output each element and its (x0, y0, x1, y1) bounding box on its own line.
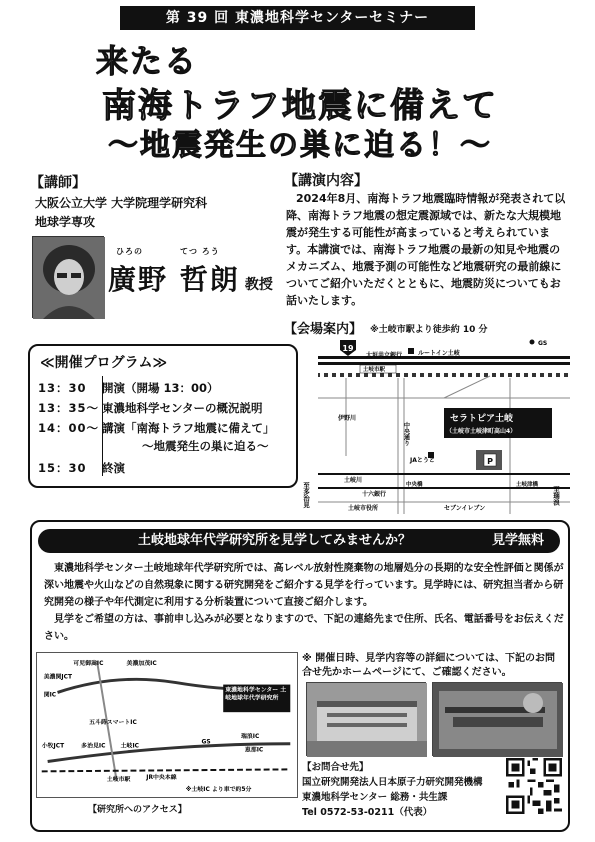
tour-banner (38, 529, 560, 553)
map-venue-name: セラトピア土岐 (450, 414, 514, 424)
program-desc: 終演 (102, 461, 125, 475)
contact-tel: Tel 0572-53-0211（代表） (302, 807, 433, 818)
lecturer-affiliation (35, 194, 275, 232)
lab-photo-interior (432, 682, 562, 756)
parking-icon: P (487, 457, 493, 466)
lecturer-name-block (108, 247, 288, 298)
program-time: 15：30 (38, 461, 87, 475)
access-ic3: 関IC (43, 692, 57, 699)
tour-notice: ※ 開催日時、見学内容等の詳細については、下記のお問合せ先かホームページにて、ご確認ください。 (302, 653, 556, 678)
access-ic7: 恵那IC (244, 747, 264, 754)
gs-icon (530, 340, 535, 345)
map-gs: GS (538, 340, 548, 347)
map-to-mizunami: 至瑞浪 (552, 486, 560, 506)
access-smart-ic: 五斗蒔スマートIC (89, 720, 137, 727)
venue-note: ※土岐市駅より徒歩約 10 分 (370, 325, 488, 335)
tour-title: 土岐地球年代学研究所を見学してみませんか？ (138, 533, 412, 548)
ruby-given: ひろの (116, 247, 143, 256)
map-rail-station: 土岐市駅 (363, 367, 386, 373)
access-map (36, 652, 298, 798)
access-jr: JR中央本線 (146, 775, 177, 782)
tour-text (44, 560, 564, 645)
program-time: 13：30 (38, 381, 87, 395)
access-caption: 【研究所へのアクセス】 (88, 805, 187, 815)
hotel-icon (408, 348, 414, 354)
program-row (38, 400, 298, 416)
qr-code[interactable] (506, 758, 562, 814)
access-ic6: 瑞浪IC (240, 733, 260, 740)
tour-free-label: 見学無料 (491, 533, 544, 548)
map-venue-addr: （土岐市土岐津町高山4） (446, 428, 517, 435)
map-ja: JAとうと (410, 457, 435, 464)
access-gs: GS (201, 739, 211, 746)
contact-org: 国立研究開発法人日本原子力研究開発機構 (302, 777, 483, 788)
access-ic4: 多治見IC (81, 743, 106, 750)
map-bank2: 十六銀行 (362, 491, 387, 498)
access-note: ※土岐IC より車で約5分 (185, 787, 252, 794)
program-desc: ～地震発生の巣に迫る～ (142, 439, 269, 453)
map-city-hall: 土岐市役所 (348, 505, 379, 512)
access-station: 土岐市駅 (106, 777, 131, 784)
contact-heading: 【お問合せ先】 (302, 762, 369, 773)
tour-para-1: 東濃地科学センター土岐地球年代学研究所では、高レベル放射性廃棄物の地層処分の長期的な安全性評価と関係が深い地震や火山などの自然現象に関する研究開発をご紹介する見学を行っています。見学時には、研究担当者から研究開発の様子や年代測定に利用する分析装置について直接ご紹介します。 (44, 563, 564, 608)
map-seven: セブンイレブン (444, 505, 486, 512)
venue-heading: 【会場案内】 (284, 322, 363, 337)
map-bridge2: 土岐津橋 (516, 482, 539, 488)
access-center-label: 東濃地科学センター 土岐地球年代学研究所 (225, 686, 287, 702)
lecturer-photo (32, 236, 104, 318)
map-street-ibuki: 伊野川 (338, 415, 357, 422)
program-row (38, 460, 298, 476)
map-to-tajimi: 至多治見 (302, 482, 310, 508)
map-bridge1: 中央橋 (406, 482, 423, 488)
content-heading: 【講演内容】 (284, 173, 368, 189)
access-ic5: 土岐IC (120, 743, 140, 750)
program-time: 13：35～ (38, 401, 100, 415)
content-text: 2024年8月、南海トラフ地震臨時情報が発表されて以降、南海トラフ地震の想定震源域では、新たな大規模地震が発生する可能性が高まっていると考えられています。本講演では、南海トラフ地震の最新の知見や地震のメカニズム、地震予測の可能性など地震研究の最前線についてご紹介いただくとともに、地震防災についてもお話いたします。 (286, 192, 566, 307)
program-desc: 開演（開場 13：00） (102, 381, 219, 395)
lecturer-heading: 【講師】 (30, 175, 86, 191)
contact-block (302, 760, 498, 820)
access-ic1: 可児御嵩IC (73, 660, 104, 667)
program-time (38, 438, 102, 454)
map-street-chuo: 中央通り (402, 422, 410, 446)
affiliation-line-2: 地球学専攻 (35, 215, 96, 229)
map-river: 土岐川 (344, 477, 363, 484)
access-ic2: 美濃加茂IC (126, 660, 157, 667)
ruby-family: てつ ろう (180, 247, 220, 256)
program-row (38, 380, 298, 396)
route-number: 19 (342, 344, 354, 353)
title-line-3: ～地震発生の巣に迫る！～ (108, 128, 492, 163)
lab-photo-exterior (306, 682, 426, 756)
title-line-2: 南海トラフ地震に備えて (102, 86, 498, 126)
access-komaki: 小牧JCT (41, 743, 65, 750)
seminar-banner: 第 39 回 東濃地科学センターセミナー (120, 6, 475, 30)
access-jct1: 美濃関JCT (43, 674, 72, 681)
program-time: 14：00～ (38, 421, 100, 435)
program-row (38, 420, 298, 436)
program-desc: 講演「南海トラフ地震に備えて」 (102, 421, 275, 435)
map-hotel: ルートイン土岐 (418, 350, 460, 357)
map-bank: 大垣共立銀行 (366, 352, 403, 359)
program-heading: ≪開催プログラム≫ (40, 355, 168, 371)
program-desc: 東濃地科学センターの概況説明 (102, 401, 263, 415)
lecturer-name: 廣野 哲朗 (108, 263, 240, 296)
lecturer-title: 教授 (244, 277, 273, 293)
affiliation-line-1: 大阪公立大学 大学院理学研究科 (35, 196, 208, 210)
contact-dept: 東濃地科学センター 総務・共生課 (302, 792, 448, 803)
title-line-1: 来たる (96, 42, 199, 80)
venue-map (304, 336, 582, 514)
program-row (38, 438, 298, 454)
tour-para-2: 見学をご希望の方は、事前申し込みが必要となりますので、下記の連絡先まで住所、氏名、電話番号をお伝えください。 (44, 614, 564, 642)
